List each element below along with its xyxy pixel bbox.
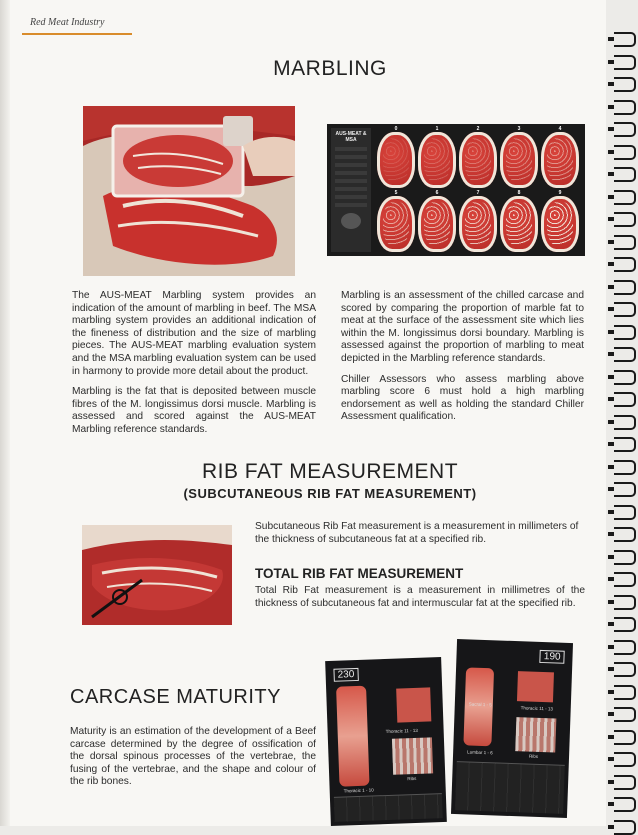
binding-ring (614, 595, 636, 610)
card-190-label-3: Lumbar 1 - 6 (467, 749, 493, 756)
card-190-vertebra (517, 671, 554, 702)
spiral-binding (614, 0, 638, 826)
marbling-steak-swatch (418, 126, 456, 188)
binding-ring (614, 280, 636, 295)
header-rule (22, 33, 132, 35)
running-header: Red Meat Industry (30, 17, 105, 28)
marbling-score-label: 9 (558, 190, 562, 196)
binding-ring (614, 797, 636, 812)
card-230-table (334, 793, 443, 822)
binding-ring (614, 775, 636, 790)
marbling-score-label: 7 (476, 190, 480, 196)
marbling-steak-swatch (418, 190, 456, 252)
binding-ring (614, 550, 636, 565)
binding-ring (614, 617, 636, 632)
binding-ring (614, 122, 636, 137)
marbling-left-column (72, 290, 316, 445)
marbling-steak-swatch (500, 126, 538, 188)
marbling-score-label: 0 (394, 126, 398, 132)
marbling-carcase-photo (83, 106, 295, 276)
marbling-right-paragraph-1: Marbling is an assessment of the chilled carcase and scored by comparing the proportion of marble fat to meat at the surface of the assessment site which lies within the M. longissimus dorsi boundary. Marbling is assessed against the proportion of marbling to meat depicted in the Marbling reference standards. (341, 290, 584, 364)
binding-ring (614, 370, 636, 385)
subcutaneous-text: Subcutaneous Rib Fat measurement is a measurement in millimeters of the thickness of subcutaneous fat at a specified rib. (255, 521, 579, 545)
card-230-label-1: Thoracic 11 - 13 (385, 727, 418, 735)
marbling-flecks (424, 202, 450, 246)
binding-ring (614, 32, 636, 47)
binding-ring (614, 640, 636, 655)
marbling-left-paragraph-2: Marbling is the fat that is deposited between muscle fibres of the M. longissimus dorsi muscle. Marbling is assessed and scored against the AUS-MEAT Marbling reference standards. (72, 386, 316, 435)
card-230-spine (336, 686, 369, 787)
marbling-score-label: 6 (435, 190, 439, 196)
marbling-left-paragraph-1: The AUS-MEAT Marbling system provides an indication of the amount of marbling in beef. The MSA marbling system provides an additional indication of the fineness of distribution and the size of marbling pieces. The AUS-MEAT marbling evaluation system and the MSA marbling evaluation system can be used in harmony to provide more detail about the product. (72, 290, 316, 377)
card-230-ribs (392, 737, 433, 774)
marbling-score-label: 1 (435, 126, 439, 132)
card-230-label-3: Thoracic 1 - 10 (343, 787, 374, 794)
card-190-label-1: Sacral 1 - 5 (468, 701, 492, 708)
binding-ring (614, 167, 636, 182)
marbling-flecks (383, 138, 409, 182)
binding-ring (614, 302, 636, 317)
rib-fat-title: RIB FAT MEASUREMENT (201, 460, 459, 483)
binding-ring (614, 212, 636, 227)
card-230-vertebra (396, 687, 431, 722)
chart-panel-grid (335, 147, 367, 207)
maturity-title: CARCASE MATURITY (70, 686, 281, 708)
marbling-score-label: 5 (394, 190, 398, 196)
binding-ring (614, 415, 636, 430)
card-190-ribs (515, 717, 556, 752)
marbling-flecks (547, 138, 573, 182)
binding-ring (614, 77, 636, 92)
marbling-right-column (341, 290, 584, 432)
card-190-label-4: Ribs (528, 753, 539, 759)
maturity-card-230 (325, 657, 447, 826)
binding-ring (614, 460, 636, 475)
page-spine (0, 0, 10, 826)
chart-panel-title: AUS-MEAT & MSA (335, 131, 367, 143)
binding-ring (614, 190, 636, 205)
marbling-steak-swatch (500, 190, 538, 252)
marbling-reference-chart (327, 124, 585, 256)
binding-ring (614, 505, 636, 520)
maturity-card-190 (451, 639, 573, 818)
marbling-steak-swatch (459, 190, 497, 252)
card-190-number: 190 (540, 650, 565, 664)
marbling-flecks (547, 202, 573, 246)
binding-ring (614, 235, 636, 250)
marbling-right-paragraph-2: Chiller Assessors who assess marbling above marbling score 6 must hold a high marbling endorsement as well as holding the standard Chiller Assessment qualification. (341, 373, 584, 423)
marbling-steak-swatch (377, 126, 415, 188)
marbling-steaks (375, 126, 583, 254)
card-230-label-2: Ribs (407, 775, 417, 782)
rib-fat-photo (82, 525, 232, 625)
marbling-title: MARBLING (273, 57, 387, 80)
binding-ring (614, 145, 636, 160)
card-230-number: 230 (333, 668, 358, 682)
rib-fat-image (82, 525, 232, 625)
marbling-carcase-image (83, 106, 295, 276)
binding-ring (614, 325, 636, 340)
chart-panel (331, 128, 371, 252)
marbling-steak-swatch (541, 190, 579, 252)
binding-ring (614, 752, 636, 767)
marbling-flecks (506, 202, 532, 246)
rib-fat-subtitle: (SUBCUTANEOUS RIB FAT MEASUREMENT) (183, 486, 477, 501)
marbling-flecks (424, 138, 450, 182)
binding-ring (614, 100, 636, 115)
marbling-flecks (506, 138, 532, 182)
marbling-flecks (465, 138, 491, 182)
total-rib-fat-text: Total Rib Fat measurement is a measurement in millimetres of the thickness of subcutaneous fat and intermuscular fat at the specified rib. (255, 585, 585, 609)
marbling-steak-swatch (377, 190, 415, 252)
marbling-score-label: 8 (517, 190, 521, 196)
binding-ring (614, 482, 636, 497)
marbling-score-label: 4 (558, 126, 562, 132)
marbling-steak-swatch (459, 126, 497, 188)
marbling-flecks (383, 202, 409, 246)
binding-ring (614, 392, 636, 407)
binding-ring (614, 572, 636, 587)
card-190-table (455, 761, 565, 814)
binding-ring (614, 437, 636, 452)
binding-ring (614, 730, 636, 745)
binding-ring (614, 820, 636, 835)
marbling-score-label: 3 (517, 126, 521, 132)
marbling-score-label: 2 (476, 126, 480, 132)
binding-ring (614, 55, 636, 70)
maturity-text: Maturity is an estimation of the development of a Beef carcase determined by the degree of ossification of the dorsal spinous processes of the vertebrae, the fusing of the vertebrae, and the shape and colour of the rib bones. (70, 726, 316, 788)
chart-panel-logo (341, 213, 361, 229)
binding-ring (614, 707, 636, 722)
total-rib-fat-heading: TOTAL RIB FAT MEASUREMENT (255, 566, 464, 581)
marbling-flecks (465, 202, 491, 246)
card-190-label-2: Thoracic 11 - 13 (520, 705, 553, 712)
marbling-steak-swatch (541, 126, 579, 188)
binding-ring (614, 662, 636, 677)
binding-ring (614, 257, 636, 272)
binding-ring (614, 347, 636, 362)
binding-ring (614, 685, 636, 700)
binding-ring (614, 527, 636, 542)
